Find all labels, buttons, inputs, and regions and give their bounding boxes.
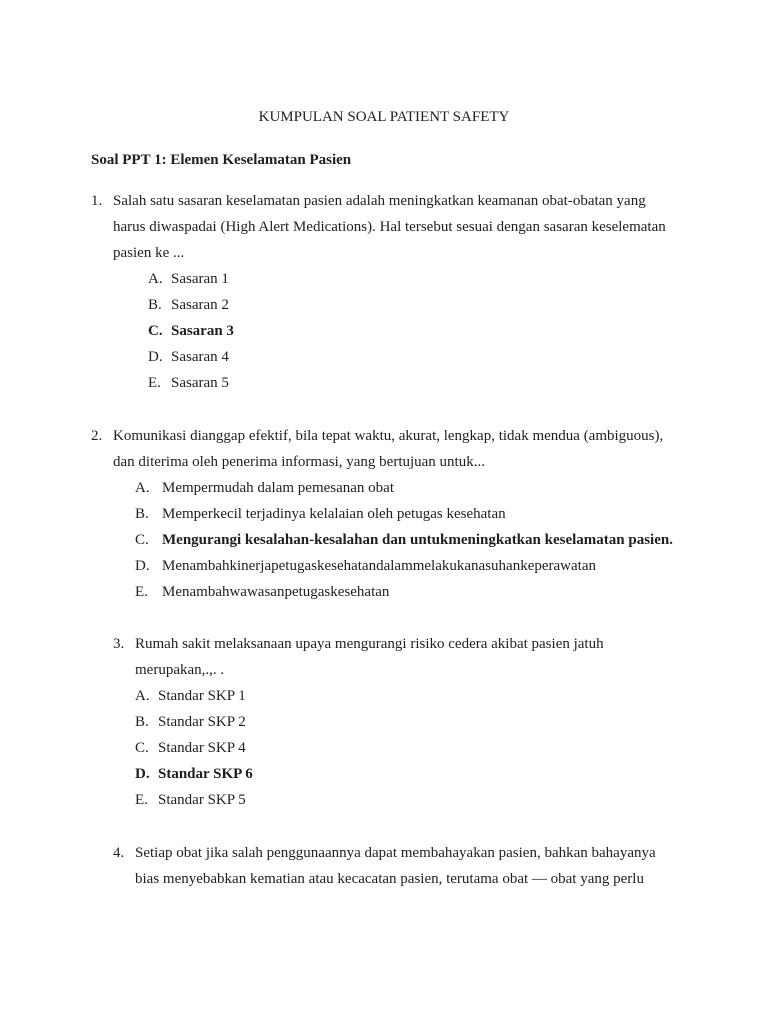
option-text: Mengurangi kesalahan-kesalahan dan untukmeningkatkan keselamatan pasien. xyxy=(162,532,673,548)
option-text: Sasaran 1 xyxy=(171,271,229,287)
option-text: Sasaran 4 xyxy=(171,349,229,365)
option-letter: A. xyxy=(135,688,150,704)
option-letter: C. xyxy=(148,323,163,339)
option-text: Standar SKP 5 xyxy=(158,792,246,808)
question-text-line: Rumah sakit melaksanaan upaya mengurangi risiko cedera akibat pasien jatuh xyxy=(135,636,604,652)
question-text-line: Komunikasi dianggap efektif, bila tepat waktu, akurat, lengkap, tidak mendua (ambiguous), xyxy=(113,428,664,444)
section-heading: Soal PPT 1: Elemen Keselamatan Pasien xyxy=(91,152,352,168)
option-text: Menambahkinerjapetugaskesehatandalammelakukanasuhankeperawatan xyxy=(162,558,596,574)
option-text: Menambahwawasanpetugaskesehatan xyxy=(162,584,390,600)
question-text-line: Salah satu sasaran keselamatan pasien adalah meningkatkan keamanan obat-obatan yang xyxy=(113,193,646,209)
question-text-line: harus diwaspadai (High Alert Medications). Hal tersebut sesuai dengan sasaran keselematan xyxy=(113,219,666,235)
option-text: Standar SKP 2 xyxy=(158,714,246,730)
option-letter: D. xyxy=(135,766,150,782)
option-letter: A. xyxy=(148,271,163,287)
question-text-line: bias menyebabkan kematian atau kecacatan pasien, terutama obat — obat yang perlu xyxy=(135,871,644,887)
option-text: Sasaran 5 xyxy=(171,375,229,391)
option-letter: E. xyxy=(135,584,148,600)
option-letter: E. xyxy=(148,375,161,391)
question-text-line: Setiap obat jika salah penggunaannya dapat membahayakan pasien, bahkan bahayanya xyxy=(135,845,656,861)
question-text-line: dan diterima oleh penerima informasi, yang bertujuan untuk... xyxy=(113,454,485,470)
option-letter: C. xyxy=(135,532,149,548)
option-text: Mempermudah dalam pemesanan obat xyxy=(162,480,395,496)
option-text: Memperkecil terjadinya kelalaian oleh petugas kesehatan xyxy=(162,506,506,522)
option-text: Standar SKP 4 xyxy=(158,740,246,756)
question-text-line: merupakan,.,. . xyxy=(135,662,225,678)
option-text: Standar SKP 1 xyxy=(158,688,246,704)
option-letter: B. xyxy=(135,714,149,730)
question-number: 4. xyxy=(113,845,125,861)
option-letter: B. xyxy=(148,297,162,313)
option-letter: C. xyxy=(135,740,149,756)
option-letter: A. xyxy=(135,480,150,496)
document-title: KUMPULAN SOAL PATIENT SAFETY xyxy=(258,109,510,125)
question-number: 2. xyxy=(91,428,103,444)
question-number: 3. xyxy=(113,636,125,652)
question-number: 1. xyxy=(91,193,103,209)
question-text-line: pasien ke ... xyxy=(113,245,185,261)
option-letter: B. xyxy=(135,506,149,522)
option-letter: E. xyxy=(135,792,148,808)
option-letter: D. xyxy=(135,558,150,574)
option-text: Sasaran 2 xyxy=(171,297,229,313)
option-text: Sasaran 3 xyxy=(171,323,234,339)
option-letter: D. xyxy=(148,349,163,365)
option-text: Standar SKP 6 xyxy=(158,766,253,782)
